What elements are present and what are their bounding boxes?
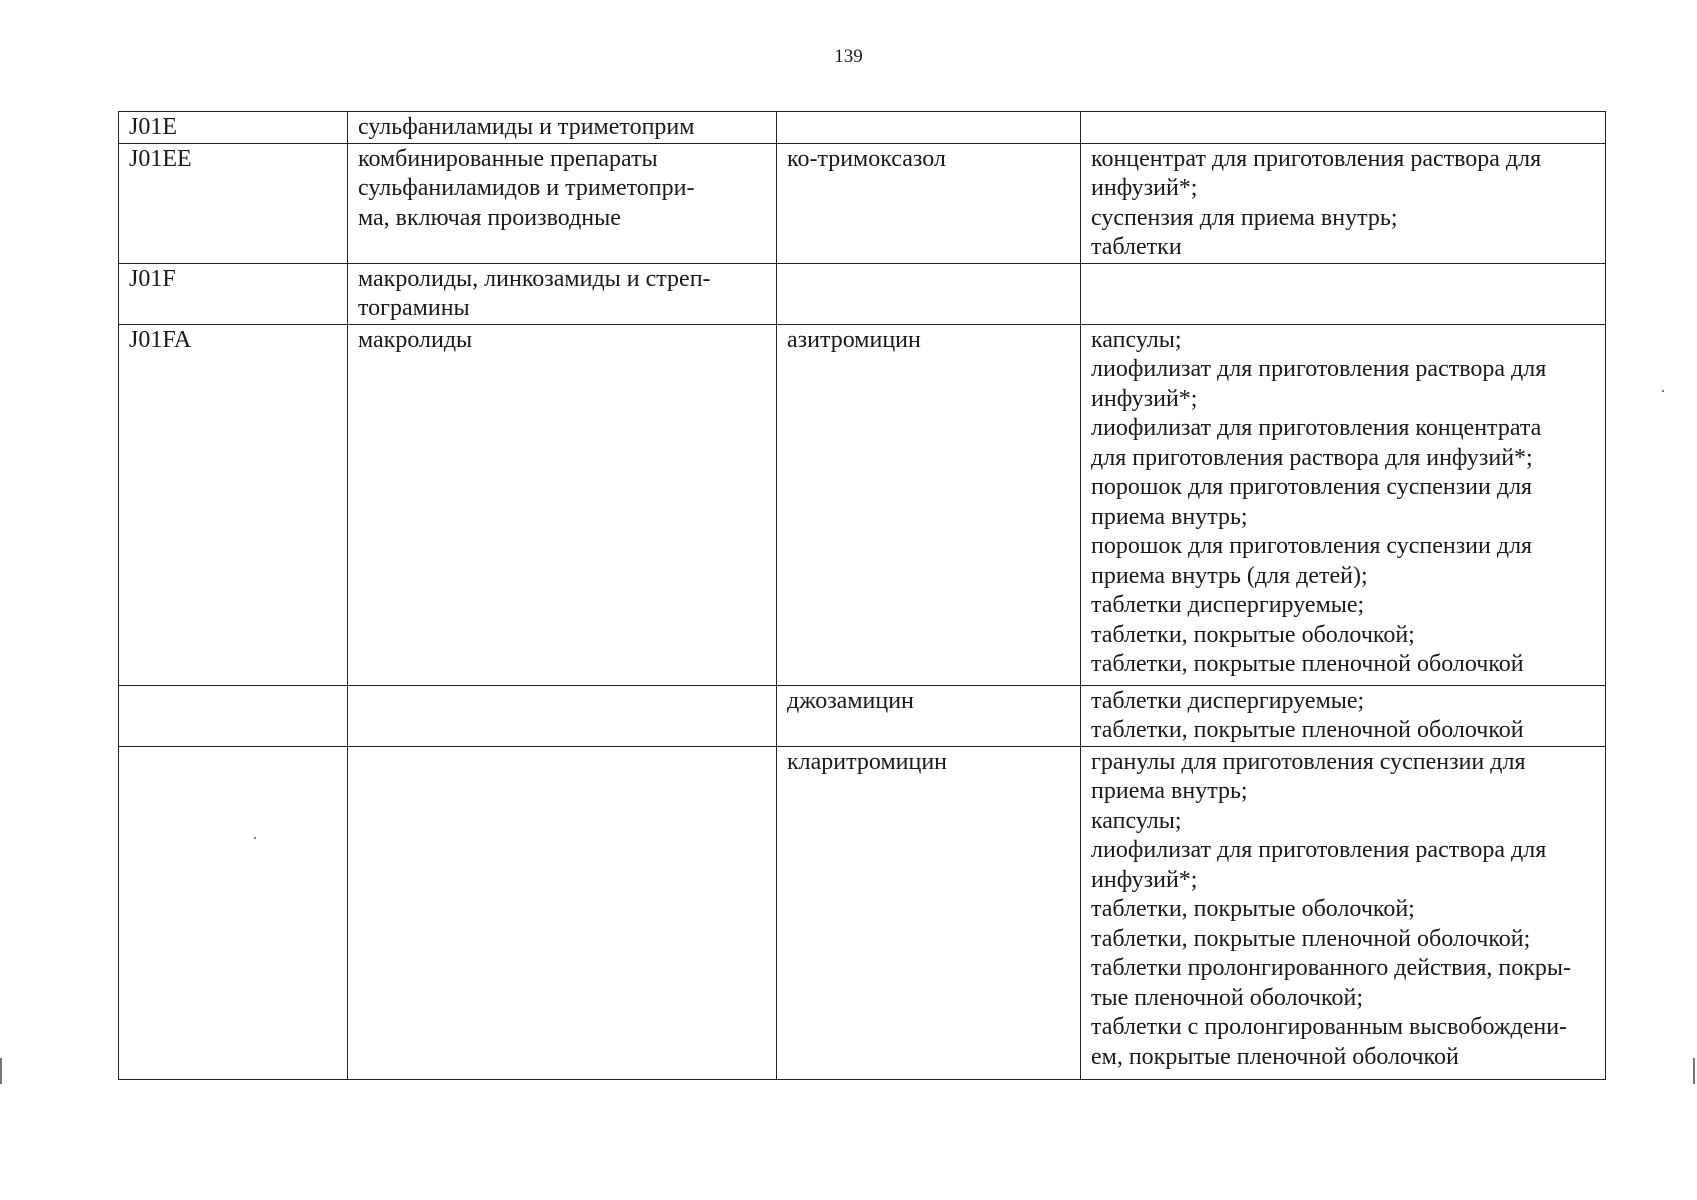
scan-speck [254, 837, 256, 839]
dosage-form-line: таблетки с пролонгированным высвобождени- [1091, 1014, 1568, 1040]
table-row [119, 685, 1606, 746]
dosage-form-line: приема внутрь; [1091, 778, 1248, 804]
table-row [119, 324, 1606, 685]
atc-code: J01FA [129, 326, 192, 353]
dosage-form-line: таблетки [1091, 234, 1182, 260]
group-name-line: сульфаниламиды и триметоприм [358, 114, 695, 140]
cell-group [348, 263, 777, 324]
dosage-form-line: таблетки, покрытые оболочкой; [1091, 621, 1415, 648]
dosage-form-line: приема внутрь (для детей); [1091, 562, 1368, 589]
cell-drug [777, 685, 1081, 746]
atc-code: J01EE [129, 145, 192, 172]
cell-group [348, 324, 777, 685]
cell-drug [777, 143, 1081, 263]
cell-code [119, 685, 348, 746]
dosage-form-line: суспензия для приема внутрь; [1091, 204, 1398, 231]
dosage-form-line: капсулы; [1091, 326, 1182, 353]
drug-name: кларитромицин [787, 748, 948, 775]
dosage-form-line: таблетки, покрытые оболочкой; [1091, 896, 1415, 922]
drug-name: ко-тримоксазол [787, 145, 946, 172]
dosage-form-line: таблетки диспергируемые; [1091, 592, 1365, 618]
cell-code [119, 112, 348, 144]
dosage-form-line: инфузий*; [1091, 866, 1198, 893]
dosage-form-line: капсулы; [1091, 807, 1182, 834]
cell-drug [777, 324, 1081, 685]
cell-code [119, 746, 348, 1079]
dosage-form-line: лиофилизат для приготовления раствора для [1091, 356, 1547, 382]
drug-name: азитромицин [787, 326, 921, 353]
cell-drug [777, 263, 1081, 324]
atc-code: J01F [129, 265, 176, 292]
cell-code [119, 143, 348, 263]
group-name-line: ма, включая производные [358, 204, 621, 231]
dosage-form-line: лиофилизат для приготовления концентрата [1091, 415, 1542, 441]
table-body [119, 112, 1606, 1080]
dosage-form-line: порошок для приготовления суспензии для [1091, 533, 1533, 559]
cell-group [348, 685, 777, 746]
cell-forms [1081, 143, 1606, 263]
dosage-form-line: таблетки пролонгированного действия, покры- [1091, 955, 1571, 981]
group-name-line: тограмины [358, 295, 470, 321]
scan-edge-mark-left [0, 1058, 2, 1084]
dosage-form-line: концентрат для приготовления раствора для [1091, 145, 1542, 172]
table-row [119, 746, 1606, 1079]
group-name-line: сульфаниламидов и триметопри- [358, 175, 695, 201]
dosage-form-line: ем, покрытые пленочной оболочкой [1091, 1043, 1459, 1070]
dosage-form-line: тые пленочной оболочкой; [1091, 984, 1363, 1011]
group-name-line: комбинированные препараты [358, 145, 658, 172]
dosage-form-line: инфузий*; [1091, 175, 1198, 201]
table-row [119, 112, 1606, 144]
cell-forms [1081, 324, 1606, 685]
page-number: 139 [834, 46, 863, 67]
cell-forms [1081, 263, 1606, 324]
cell-code [119, 263, 348, 324]
dosage-form-line: приема внутрь; [1091, 503, 1248, 530]
dosage-form-line: инфузий*; [1091, 385, 1198, 412]
scan-speck [1662, 390, 1664, 392]
dosage-form-line: лиофилизат для приготовления раствора для [1091, 837, 1547, 863]
group-name-line: макролиды [358, 326, 473, 353]
dosage-form-line: таблетки, покрытые пленочной оболочкой [1091, 651, 1524, 677]
cell-group [348, 143, 777, 263]
dosage-form-line: порошок для приготовления суспензии для [1091, 474, 1533, 500]
atc-code: J01E [129, 114, 177, 140]
cell-group [348, 112, 777, 144]
table-row [119, 263, 1606, 324]
drug-table [118, 111, 1606, 1080]
dosage-form-line: гранулы для приготовления суспензии для [1091, 748, 1526, 775]
dosage-form-line: таблетки диспергируемые; [1091, 687, 1365, 714]
dosage-form-line: для приготовления раствора для инфузий*; [1091, 444, 1533, 471]
cell-code [119, 324, 348, 685]
drug-name: джозамицин [787, 687, 914, 714]
scan-edge-mark-right [1693, 1058, 1695, 1084]
cell-drug [777, 112, 1081, 144]
cell-group [348, 746, 777, 1079]
dosage-form-line: таблетки, покрытые пленочной оболочкой [1091, 717, 1524, 743]
dosage-form-line: таблетки, покрытые пленочной оболочкой; [1091, 925, 1531, 952]
group-name-line: макролиды, линкозамиды и стреп- [358, 265, 711, 292]
table-row [119, 143, 1606, 263]
cell-forms [1081, 685, 1606, 746]
cell-drug [777, 746, 1081, 1079]
cell-forms [1081, 112, 1606, 144]
cell-forms [1081, 746, 1606, 1079]
